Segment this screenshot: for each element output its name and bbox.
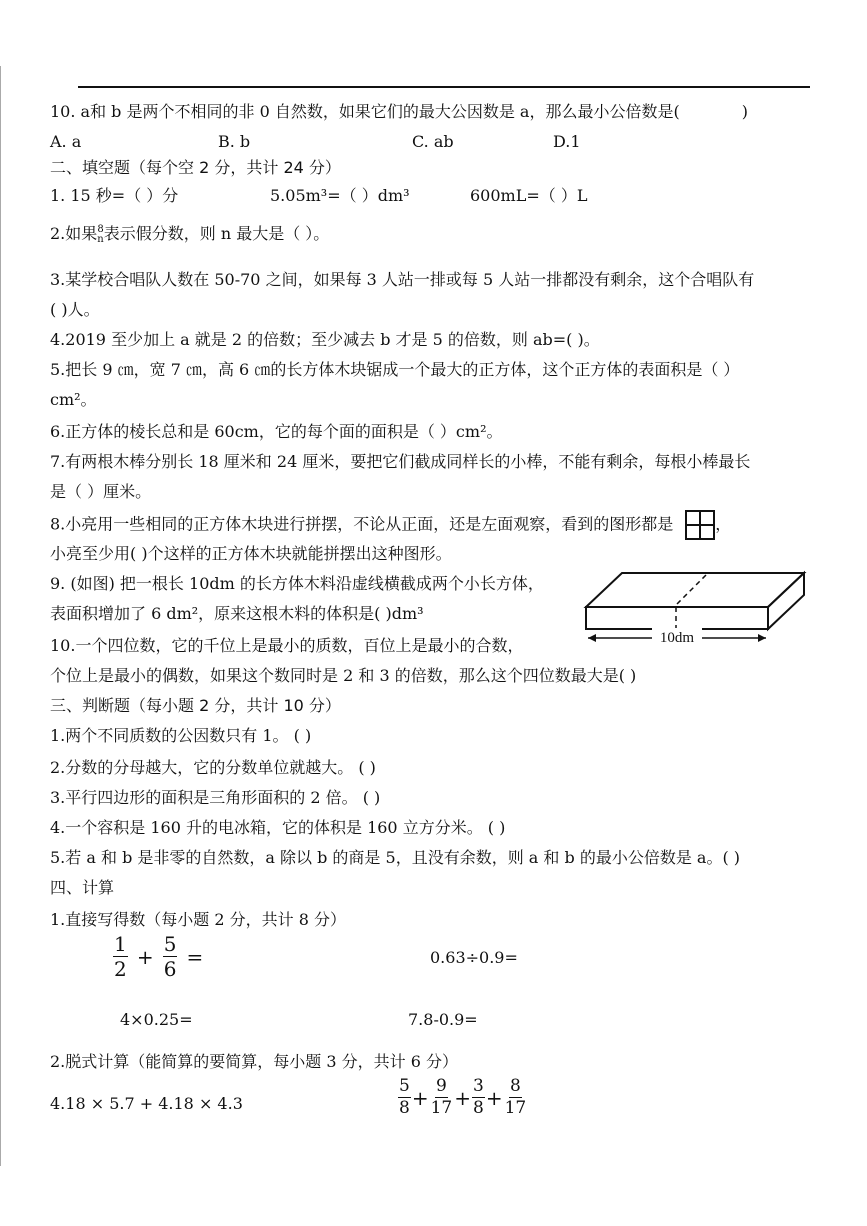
q10-stem-text: 10. a和 b 是两个不相同的非 0 自然数，如果它们的最大公因数是 a，那么最小公倍数是( <box>50 102 680 121</box>
block-top-face <box>586 573 804 607</box>
calc-expr-4: 7.8-0.9= <box>408 1010 478 1029</box>
frac-denominator: 8 <box>399 1098 410 1118</box>
q10-stem <box>50 100 748 124</box>
fill-8-line1 <box>50 510 731 540</box>
judge-item-1: 1.两个不同质数的公因数只有 1。 ( ) <box>50 726 312 745</box>
frac-denominator: 17 <box>504 1098 527 1118</box>
frac-numerator: 3 <box>473 1076 484 1096</box>
dimension-arrow-left <box>588 634 596 642</box>
calc-expr-1 <box>113 934 207 979</box>
fill-10-line1: 10.一个四位数，它的千位上是最小的质数，百位上是最小的合数， <box>50 636 524 655</box>
fill-3-line1: 3.某学校合唱队人数在 50-70 之间，如果每 3 人站一排或每 5 人站一排都没有剩余，这个合唱队有 <box>50 270 755 289</box>
q10-answer-blank[interactable]: ) <box>741 102 748 121</box>
q10-option-a[interactable]: A. a <box>50 132 82 151</box>
fill-3-line2: ( )人。 <box>50 300 100 319</box>
dimension-label: 10dm <box>659 630 695 646</box>
wood-block-figure <box>582 565 812 655</box>
four-square-grid-icon <box>685 510 715 540</box>
dimension-arrow-right <box>758 634 766 642</box>
calc-expr-5: 4.18 × 5.7 + 4.18 × 4.3 <box>50 1094 243 1113</box>
section-judge-heading: 三、判断题（每小题 2 分，共计 10 分） <box>50 696 341 715</box>
fill-1b: 5.05m³=（ ）dm³ <box>270 186 410 205</box>
judge-item-5: 5.若 a 和 b 是非零的自然数，a 除以 b 的商是 5，且没有余数，则 a 和 b 的最小公倍数是 a。( ) <box>50 848 741 867</box>
section-fill-blank-heading: 二、填空题（每个空 2 分，共计 24 分） <box>50 158 341 177</box>
cut-line-top <box>676 575 706 605</box>
fill-8-text: 8.小亮用一些相同的正方体木块进行拼摆，不论从正面，还是左面观察，看到的图形都是 <box>50 514 674 534</box>
frac-numerator: 5 <box>163 932 177 956</box>
fill-1c: 600mL=（ ）L <box>470 186 588 205</box>
judge-item-2: 2.分数的分母越大，它的分数单位就越大。 ( ) <box>50 758 376 777</box>
judge-item-4: 4.一个容积是 160 升的电冰箱，它的体积是 160 立方分米。 ( ) <box>50 818 506 837</box>
header-rule <box>78 86 810 88</box>
page-edge-line <box>0 66 1 1166</box>
calc-expr-3: 4×0.25= <box>120 1010 193 1029</box>
fraction-9-17 <box>430 1078 454 1117</box>
fill-8-comma: ， <box>715 514 732 534</box>
frac-numerator: 1 <box>114 932 127 956</box>
fill-2-numerator: 8 <box>97 223 104 235</box>
fill-6: 6.正方体的棱长总和是 60cm，它的每个面的面积是（ ）cm²。 <box>50 422 503 441</box>
fraction-5-6 <box>163 934 178 979</box>
frac-numerator: 9 <box>436 1076 447 1096</box>
fill-7-line2: 是（ ）厘米。 <box>50 482 152 501</box>
q10-option-c[interactable]: C. ab <box>412 132 454 151</box>
plus-sign: + <box>454 1085 471 1110</box>
frac-numerator: 8 <box>510 1076 521 1096</box>
frac-denominator: 2 <box>114 957 127 981</box>
fill-9-line1: 9. (如图) 把一根长 10dm 的长方体木料沿虚线横截成两个小长方体， <box>50 574 544 593</box>
q10-option-b[interactable]: B. b <box>218 132 251 151</box>
q10-option-d[interactable]: D.1 <box>553 132 581 151</box>
fraction-5-8 <box>398 1078 411 1117</box>
calc-sub1-title: 1.直接写得数（每小题 2 分，共计 8 分） <box>50 910 346 929</box>
block-front-face <box>586 607 768 629</box>
fill-2-post: 表示假分数，则 n 最大是（ ）。 <box>103 224 330 243</box>
frac-denominator: 6 <box>163 957 177 981</box>
judge-item-3: 3.平行四边形的面积是三角形面积的 2 倍。 ( ) <box>50 788 381 807</box>
fill-2-denominator: n <box>97 233 104 245</box>
fill-5-line1: 5.把长 9 ㎝，宽 7 ㎝，高 6 ㎝的长方体木块锯成一个最大的正方体，这个正方体的表面积是（ ） <box>50 360 740 379</box>
fill-2 <box>50 222 329 246</box>
equals-sign: = <box>186 944 204 969</box>
frac-denominator: 17 <box>430 1098 453 1118</box>
fill-2-pre: 2.如果 <box>50 224 98 243</box>
plus-sign: + <box>411 1085 429 1110</box>
plus-sign: + <box>485 1085 503 1110</box>
calc-expr-6 <box>398 1078 527 1117</box>
fraction-1-2 <box>113 934 128 979</box>
block-side-face <box>768 573 804 629</box>
section-calc-heading: 四、计算 <box>50 878 115 897</box>
frac-numerator: 5 <box>399 1076 410 1096</box>
fill-10-line2: 个位上是最小的偶数，如果这个数同时是 2 和 3 的倍数，那么这个四位数最大是( ) <box>50 666 637 685</box>
frac-denominator: 8 <box>473 1098 484 1118</box>
fraction-8-17 <box>504 1078 528 1117</box>
fill-8-line2: 小亮至少用( )个这样的正方体木块就能拼摆出这种图形。 <box>50 544 452 563</box>
fill-9-line2: 表面积增加了 6 dm²，原来这根木料的体积是( )dm³ <box>50 604 424 623</box>
plus-sign: + <box>136 944 154 969</box>
fraction-3-8 <box>472 1078 485 1117</box>
fill-5-line2: cm²。 <box>50 390 97 409</box>
fill-4: 4.2019 至少加上 a 就是 2 的倍数；至少减去 b 才是 5 的倍数，则 ab=( )。 <box>50 330 600 349</box>
fill-7-line1: 7.有两根木棒分别长 18 厘米和 24 厘米，要把它们截成同样长的小棒，不能有剩余，每根小棒最长 <box>50 452 751 471</box>
calc-sub2-title: 2.脱式计算（能简算的要简算，每小题 3 分，共计 6 分） <box>50 1052 458 1071</box>
calc-expr-2: 0.63÷0.9= <box>430 948 518 967</box>
fill-1a: 1. 15 秒=（ ）分 <box>50 186 179 205</box>
